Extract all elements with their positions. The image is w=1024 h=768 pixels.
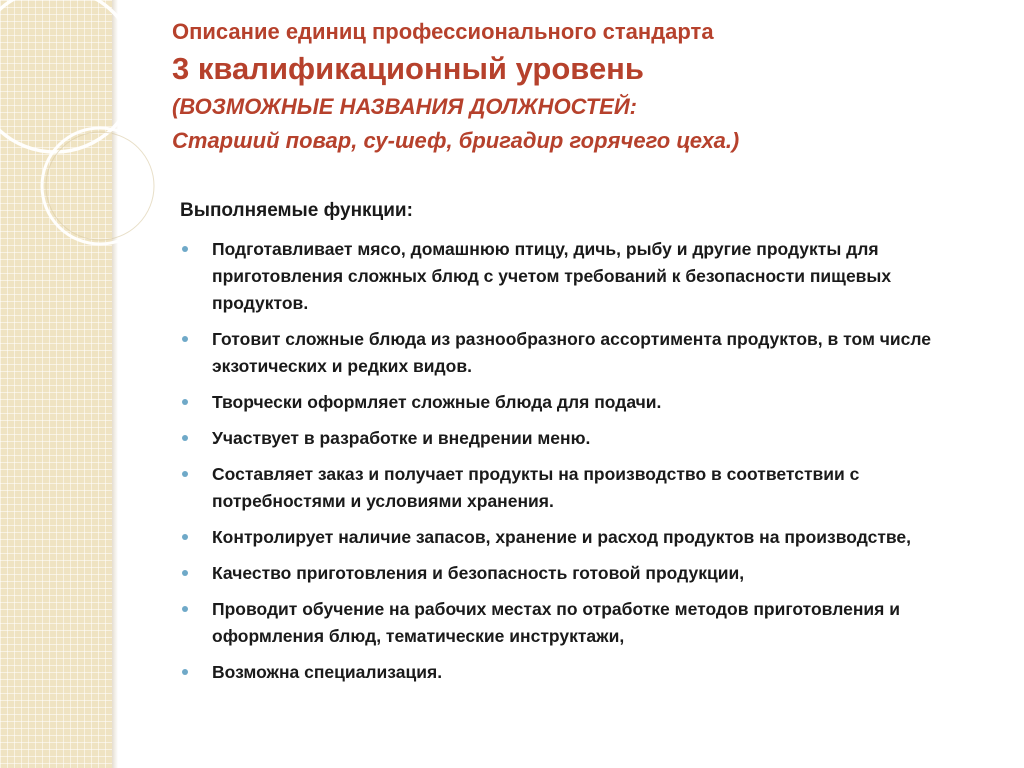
title-line-3: (ВОЗМОЖНЫЕ НАЗВАНИЯ ДОЛЖНОСТЕЙ: <box>172 94 637 119</box>
list-item-text: Возможна специализация. <box>212 662 443 682</box>
bullet-dot-icon <box>182 570 188 576</box>
bullet-dot-icon <box>182 606 188 612</box>
list-item <box>180 326 990 380</box>
section-heading: Выполняемые функции: <box>180 200 413 221</box>
strip-shadow <box>112 0 118 768</box>
bullet-dot-icon <box>182 669 188 675</box>
title-line-4: Старший повар, су-шеф, бригадир горячего цеха.) <box>172 128 740 153</box>
list-item <box>180 389 990 416</box>
bullet-dot-icon <box>182 246 188 252</box>
list-item-text: Проводит обучение на рабочих местах по отработке методов приготовления и оформления блюд, тематические инструктажи, <box>212 599 900 646</box>
list-item <box>180 560 990 587</box>
list-item-text: Готовит сложные блюда из разнообразного ассортимента продуктов, в том числе экзотических и редких видов. <box>212 329 932 376</box>
bullet-dot-icon <box>182 336 188 342</box>
list-item-text: Составляет заказ и получает продукты на производство в соответствии с потребностями и условиями хранения. <box>212 464 860 511</box>
decorative-side-strip <box>0 0 112 768</box>
slide-title <box>172 16 992 158</box>
list-item <box>180 524 990 551</box>
bullet-dot-icon <box>182 399 188 405</box>
list-item-text: Творчески оформляет сложные блюда для подачи. <box>212 392 662 412</box>
title-line-1: Описание единиц профессионального стандарта <box>172 19 714 44</box>
list-item <box>180 659 990 686</box>
list-item-text: Контролирует наличие запасов, хранение и расход продуктов на производстве, <box>212 527 912 547</box>
list-item <box>180 596 990 650</box>
bullet-dot-icon <box>182 435 188 441</box>
list-item-text: Подготавливает мясо, домашнюю птицу, дичь, рыбу и другие продукты для приготовления сложных блюд с учетом требований к безопасности пищевых продуктов. <box>212 239 892 313</box>
list-item <box>180 236 990 317</box>
list-item-text: Участвует в разработке и внедрении меню. <box>212 428 591 448</box>
bullet-dot-icon <box>182 471 188 477</box>
list-item <box>180 425 990 452</box>
list-item-text: Качество приготовления и безопасность готовой продукции, <box>212 563 745 583</box>
title-line-2: 3 квалификационный уровень <box>172 51 644 86</box>
list-item <box>180 461 990 515</box>
functions-list <box>180 236 990 695</box>
bullet-dot-icon <box>182 534 188 540</box>
